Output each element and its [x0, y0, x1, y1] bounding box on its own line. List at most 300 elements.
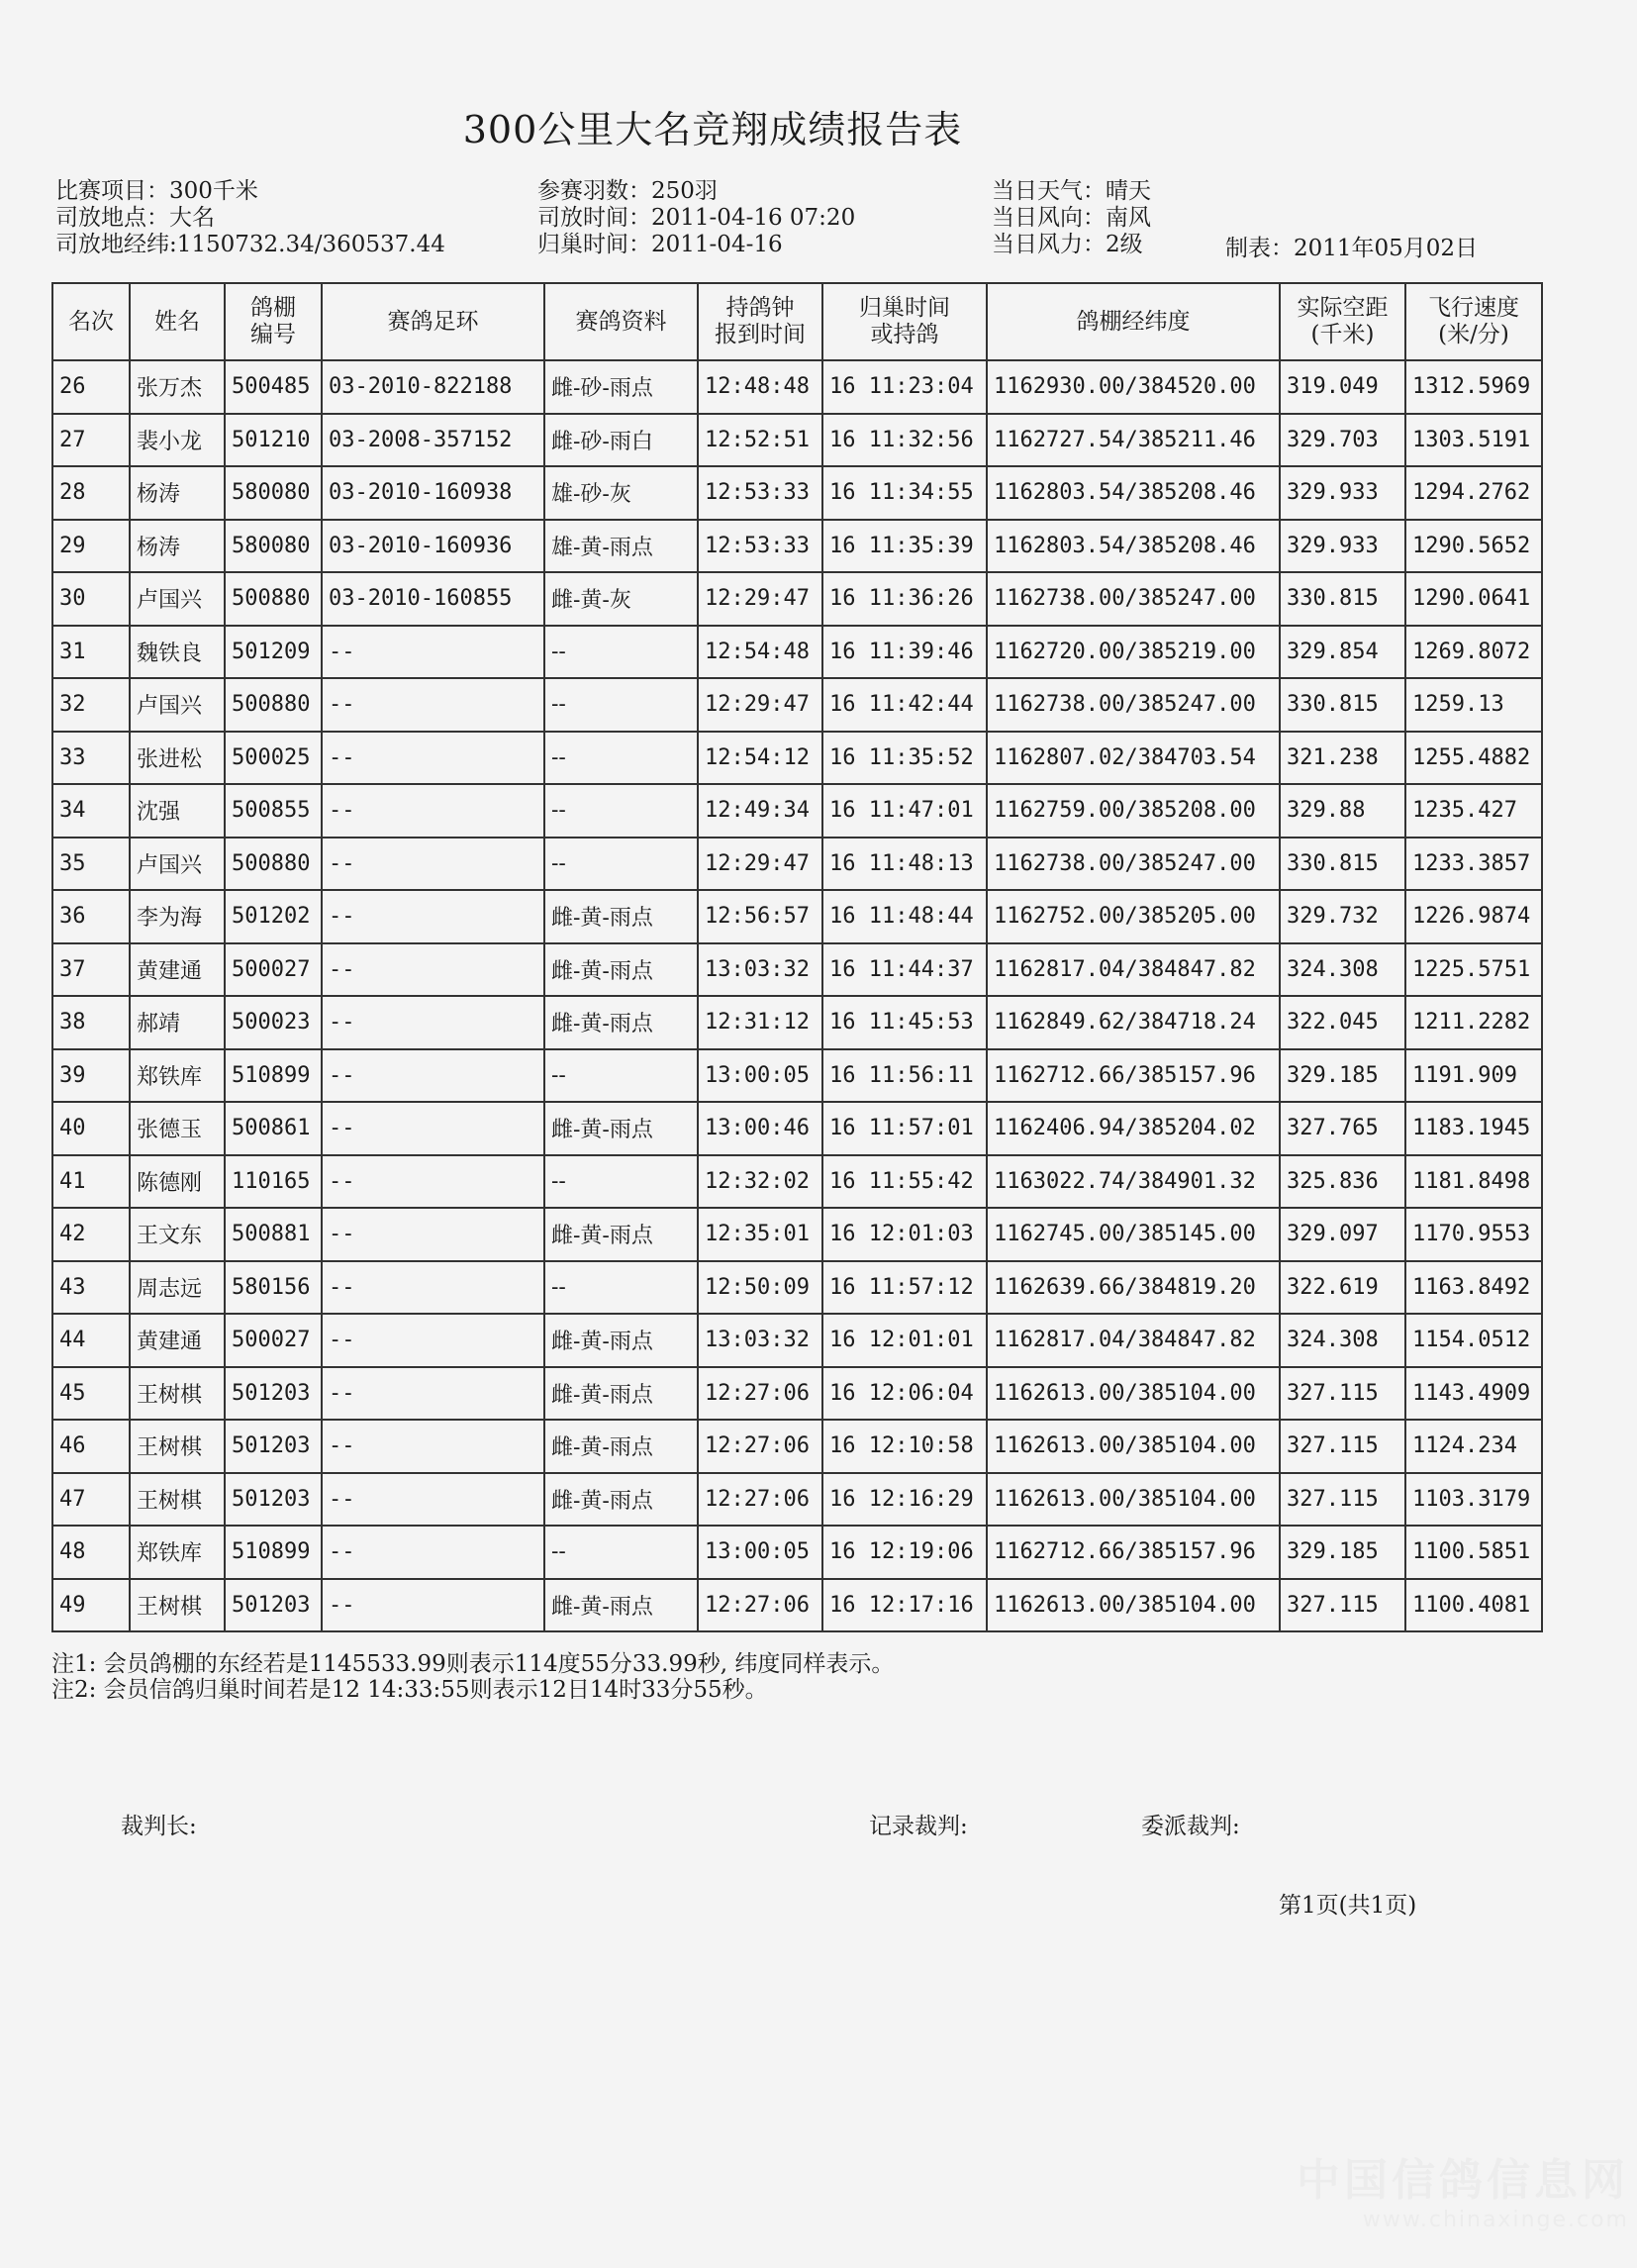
speed-cell: 1191.909 [1405, 1049, 1542, 1103]
watermark [1297, 2144, 1629, 2232]
info-cell: -- [544, 626, 698, 679]
clock-time-cell: 12:29:47 [698, 838, 822, 891]
info-cell: -- [544, 678, 698, 732]
rank-cell: 46 [52, 1420, 130, 1473]
info-cell: 雄-黄-雨点 [544, 520, 698, 573]
coords-cell: 1162745.00/385145.00 [987, 1208, 1280, 1261]
rank-cell: 38 [52, 996, 130, 1049]
name-cell: 王文东 [130, 1208, 225, 1261]
ring-cell: -- [322, 1579, 544, 1632]
loft-cell: 500861 [225, 1102, 322, 1155]
loft-cell: 510899 [225, 1049, 322, 1103]
table-row [52, 360, 1542, 414]
info-cell: -- [544, 1049, 698, 1103]
return-time-cell: 16 11:45:53 [822, 996, 987, 1049]
info-cell: 雌-砂-雨点 [544, 360, 698, 414]
column-header [822, 283, 987, 360]
loft-cell: 500027 [225, 1314, 322, 1367]
table-header-row [52, 283, 1542, 360]
speed-cell: 1100.4081 [1405, 1579, 1542, 1632]
ring-cell: -- [322, 1526, 544, 1579]
speed-cell: 1181.8498 [1405, 1155, 1542, 1209]
distance-cell: 322.619 [1280, 1261, 1405, 1315]
rank-cell: 30 [52, 572, 130, 626]
name-cell: 郑铁库 [130, 1526, 225, 1579]
speed-cell: 1303.5191 [1405, 414, 1542, 467]
ring-cell: -- [322, 1208, 544, 1261]
name-cell: 卢国兴 [130, 678, 225, 732]
column-header [1405, 283, 1542, 360]
info-cell: 雄-砂-灰 [544, 466, 698, 520]
column-header-line: 持鸽钟 [725, 295, 795, 321]
name-cell: 裴小龙 [130, 414, 225, 467]
loft-cell: 501203 [225, 1420, 322, 1473]
info-cell: 雌-黄-灰 [544, 572, 698, 626]
return-time-cell: 16 11:44:37 [822, 943, 987, 997]
table-row [52, 1526, 1542, 1579]
coords-cell: 1162817.04/384847.82 [987, 1314, 1280, 1367]
name-cell: 黄建通 [130, 943, 225, 997]
clock-time-cell: 12:52:51 [698, 414, 822, 467]
clock-time-cell: 13:00:05 [698, 1049, 822, 1103]
name-cell: 王树棋 [130, 1579, 225, 1632]
rank-cell: 43 [52, 1261, 130, 1315]
name-cell: 沈强 [130, 784, 225, 838]
table-row [52, 890, 1542, 943]
return-time-cell: 16 11:35:39 [822, 520, 987, 573]
ring-cell: -- [322, 1367, 544, 1421]
ring-cell: -- [322, 784, 544, 838]
column-header-line: 姓名 [154, 308, 200, 335]
name-cell: 张万杰 [130, 360, 225, 414]
table-row [52, 1473, 1542, 1527]
watermark-site-name: 中国信鸽信息网 [1297, 2155, 1629, 2206]
column-header [52, 283, 130, 360]
clock-time-cell: 13:00:05 [698, 1526, 822, 1579]
loft-cell: 500025 [225, 732, 322, 785]
rank-cell: 48 [52, 1526, 130, 1579]
meta-column-2 [537, 178, 855, 258]
speed-cell: 1103.3179 [1405, 1473, 1542, 1527]
name-cell: 杨涛 [130, 466, 225, 520]
distance-cell: 329.185 [1280, 1526, 1405, 1579]
info-cell: 雌-黄-雨点 [544, 1473, 698, 1527]
meta-column-1 [55, 178, 445, 258]
distance-cell: 325.836 [1280, 1155, 1405, 1209]
ring-cell: -- [322, 732, 544, 785]
table-row [52, 1367, 1542, 1421]
info-cell: -- [544, 732, 698, 785]
name-cell: 魏铁良 [130, 626, 225, 679]
meta-wind-direction: 当日风向：南风 [992, 205, 1151, 231]
speed-cell: 1312.5969 [1405, 360, 1542, 414]
clock-time-cell: 12:56:57 [698, 890, 822, 943]
column-header-line: (米/分) [1438, 322, 1509, 347]
coords-cell: 1162759.00/385208.00 [987, 784, 1280, 838]
name-cell: 王树棋 [130, 1420, 225, 1473]
rank-cell: 33 [52, 732, 130, 785]
distance-cell: 322.045 [1280, 996, 1405, 1049]
info-cell: 雌-黄-雨点 [544, 1420, 698, 1473]
ring-cell: -- [322, 1473, 544, 1527]
meta-column-3 [992, 178, 1151, 258]
recording-judge-signature: 记录裁判: [869, 1814, 968, 1839]
speed-cell: 1269.8072 [1405, 626, 1542, 679]
distance-cell: 327.115 [1280, 1473, 1405, 1527]
ring-cell: -- [322, 1261, 544, 1315]
note-1: 注1: 会员鸽棚的东经若是1145533.99则表示114度55分33.99秒, 纬度同样表示。 [51, 1651, 895, 1677]
meta-release-coords: 司放地经纬:1150732.34/360537.44 [55, 232, 445, 257]
distance-cell: 319.049 [1280, 360, 1405, 414]
ring-cell: -- [322, 678, 544, 732]
coords-cell: 1162930.00/384520.00 [987, 360, 1280, 414]
table-row [52, 1261, 1542, 1315]
ring-cell: -- [322, 890, 544, 943]
return-time-cell: 16 11:36:26 [822, 572, 987, 626]
return-time-cell: 16 11:57:12 [822, 1261, 987, 1315]
speed-cell: 1235.427 [1405, 784, 1542, 838]
loft-cell: 501202 [225, 890, 322, 943]
coords-cell: 1163022.74/384901.32 [987, 1155, 1280, 1209]
coords-cell: 1162613.00/385104.00 [987, 1367, 1280, 1421]
loft-cell: 500027 [225, 943, 322, 997]
clock-time-cell: 12:31:12 [698, 996, 822, 1049]
loft-cell: 501203 [225, 1367, 322, 1421]
name-cell: 卢国兴 [130, 572, 225, 626]
coords-cell: 1162720.00/385219.00 [987, 626, 1280, 679]
loft-cell: 500880 [225, 838, 322, 891]
rank-cell: 28 [52, 466, 130, 520]
distance-cell: 327.115 [1280, 1579, 1405, 1632]
name-cell: 卢国兴 [130, 838, 225, 891]
rank-cell: 49 [52, 1579, 130, 1632]
ring-cell: 03-2010-822188 [322, 360, 544, 414]
speed-cell: 1290.5652 [1405, 520, 1542, 573]
loft-cell: 500855 [225, 784, 322, 838]
table-row [52, 1049, 1542, 1103]
rank-cell: 27 [52, 414, 130, 467]
info-cell: 雌-黄-雨点 [544, 1314, 698, 1367]
table-row [52, 1208, 1542, 1261]
column-header-line: 报到时间 [715, 322, 806, 347]
coords-cell: 1162738.00/385247.00 [987, 678, 1280, 732]
rank-cell: 29 [52, 520, 130, 573]
ring-cell: -- [322, 1314, 544, 1367]
meta-release-site: 司放地点：大名 [55, 205, 215, 231]
table-row [52, 732, 1542, 785]
table-body [52, 360, 1542, 1631]
loft-cell: 501209 [225, 626, 322, 679]
info-cell: 雌-黄-雨点 [544, 996, 698, 1049]
name-cell: 周志远 [130, 1261, 225, 1315]
return-time-cell: 16 12:17:16 [822, 1579, 987, 1632]
ring-cell: 03-2008-357152 [322, 414, 544, 467]
clock-time-cell: 12:27:06 [698, 1367, 822, 1421]
coords-cell: 1162613.00/385104.00 [987, 1420, 1280, 1473]
distance-cell: 329.185 [1280, 1049, 1405, 1103]
return-time-cell: 16 11:42:44 [822, 678, 987, 732]
meta-return-date: 归巢时间：2011-04-16 [537, 232, 783, 257]
info-cell: -- [544, 1155, 698, 1209]
rank-cell: 31 [52, 626, 130, 679]
return-time-cell: 16 11:55:42 [822, 1155, 987, 1209]
rank-cell: 47 [52, 1473, 130, 1527]
return-time-cell: 16 11:34:55 [822, 466, 987, 520]
speed-cell: 1226.9874 [1405, 890, 1542, 943]
return-time-cell: 16 11:32:56 [822, 414, 987, 467]
rank-cell: 34 [52, 784, 130, 838]
distance-cell: 321.238 [1280, 732, 1405, 785]
return-time-cell: 16 12:19:06 [822, 1526, 987, 1579]
return-time-cell: 16 12:01:03 [822, 1208, 987, 1261]
chief-judge-signature: 裁判长: [121, 1814, 197, 1839]
return-time-cell: 16 11:48:44 [822, 890, 987, 943]
table-row [52, 626, 1542, 679]
column-header [130, 283, 225, 360]
loft-cell: 500880 [225, 572, 322, 626]
report-title: 300公里大名竞翔成绩报告表 [462, 108, 963, 151]
rank-cell: 42 [52, 1208, 130, 1261]
coords-cell: 1162817.04/384847.82 [987, 943, 1280, 997]
coords-cell: 1162613.00/385104.00 [987, 1473, 1280, 1527]
table-row [52, 943, 1542, 997]
info-cell: 雌-黄-雨点 [544, 943, 698, 997]
return-time-cell: 16 11:35:52 [822, 732, 987, 785]
distance-cell: 327.765 [1280, 1102, 1405, 1155]
loft-cell: 500881 [225, 1208, 322, 1261]
table-row [52, 1155, 1542, 1209]
loft-cell: 500023 [225, 996, 322, 1049]
rank-cell: 40 [52, 1102, 130, 1155]
coords-cell: 1162803.54/385208.46 [987, 520, 1280, 573]
column-header-line: 鸽棚 [250, 295, 296, 321]
note-2: 注2: 会员信鸽归巢时间若是12 14:33:55则表示12日14时33分55秒。 [51, 1677, 768, 1703]
speed-cell: 1294.2762 [1405, 466, 1542, 520]
clock-time-cell: 12:48:48 [698, 360, 822, 414]
info-cell: 雌-黄-雨点 [544, 1367, 698, 1421]
speed-cell: 1233.3857 [1405, 838, 1542, 891]
column-header-line: 实际空距 [1297, 295, 1389, 321]
loft-cell: 501210 [225, 414, 322, 467]
loft-cell: 501203 [225, 1579, 322, 1632]
name-cell: 李为海 [130, 890, 225, 943]
clock-time-cell: 12:29:47 [698, 572, 822, 626]
meta-weather: 当日天气：晴天 [992, 178, 1151, 204]
loft-cell: 580156 [225, 1261, 322, 1315]
rank-cell: 26 [52, 360, 130, 414]
rank-cell: 32 [52, 678, 130, 732]
name-cell: 张德玉 [130, 1102, 225, 1155]
distance-cell: 327.115 [1280, 1367, 1405, 1421]
speed-cell: 1225.5751 [1405, 943, 1542, 997]
column-header [1280, 283, 1405, 360]
return-time-cell: 16 12:06:04 [822, 1367, 987, 1421]
column-header-line: 编号 [250, 322, 296, 347]
return-time-cell: 16 11:23:04 [822, 360, 987, 414]
name-cell: 张进松 [130, 732, 225, 785]
table-row [52, 784, 1542, 838]
rank-cell: 39 [52, 1049, 130, 1103]
clock-time-cell: 13:03:32 [698, 943, 822, 997]
speed-cell: 1255.4882 [1405, 732, 1542, 785]
coords-cell: 1162807.02/384703.54 [987, 732, 1280, 785]
name-cell: 王树棋 [130, 1367, 225, 1421]
return-time-cell: 16 11:48:13 [822, 838, 987, 891]
ring-cell: -- [322, 838, 544, 891]
loft-cell: 110165 [225, 1155, 322, 1209]
rank-cell: 36 [52, 890, 130, 943]
name-cell: 郑铁库 [130, 1049, 225, 1103]
info-cell: 雌-黄-雨点 [544, 1208, 698, 1261]
column-header-line: 飞行速度 [1428, 295, 1519, 321]
table-row [52, 572, 1542, 626]
return-time-cell: 16 12:01:01 [822, 1314, 987, 1367]
speed-cell: 1124.234 [1405, 1420, 1542, 1473]
clock-time-cell: 12:54:48 [698, 626, 822, 679]
column-header-line: 赛鸽资料 [575, 308, 667, 335]
watermark-url: www.chinaxinge.com [1362, 2208, 1629, 2232]
rank-cell: 35 [52, 838, 130, 891]
column-header [225, 283, 322, 360]
notes [51, 1651, 894, 1703]
coords-cell: 1162803.54/385208.46 [987, 466, 1280, 520]
name-cell: 杨涛 [130, 520, 225, 573]
ring-cell: -- [322, 996, 544, 1049]
meta-event: 比赛项目：300千米 [55, 178, 258, 204]
coords-cell: 1162752.00/385205.00 [987, 890, 1280, 943]
table-row [52, 414, 1542, 467]
coords-cell: 1162738.00/385247.00 [987, 838, 1280, 891]
speed-cell: 1211.2282 [1405, 996, 1542, 1049]
clock-time-cell: 12:35:01 [698, 1208, 822, 1261]
speed-cell: 1163.8492 [1405, 1261, 1542, 1315]
table-row [52, 678, 1542, 732]
info-cell: 雌-黄-雨点 [544, 1102, 698, 1155]
info-cell: 雌-黄-雨点 [544, 1579, 698, 1632]
speed-cell: 1143.4909 [1405, 1367, 1542, 1421]
speed-cell: 1100.5851 [1405, 1526, 1542, 1579]
distance-cell: 329.88 [1280, 784, 1405, 838]
speed-cell: 1290.0641 [1405, 572, 1542, 626]
table-row [52, 1314, 1542, 1367]
column-header [544, 283, 698, 360]
distance-cell: 329.097 [1280, 1208, 1405, 1261]
loft-cell: 510899 [225, 1526, 322, 1579]
table-row [52, 996, 1542, 1049]
clock-time-cell: 12:27:06 [698, 1579, 822, 1632]
coords-cell: 1162712.66/385157.96 [987, 1049, 1280, 1103]
rank-cell: 37 [52, 943, 130, 997]
table-row [52, 520, 1542, 573]
ring-cell: 03-2010-160938 [322, 466, 544, 520]
rank-cell: 45 [52, 1367, 130, 1421]
column-header-line: 或持鸽 [870, 322, 939, 347]
table-row [52, 466, 1542, 520]
column-header [698, 283, 822, 360]
loft-cell: 500880 [225, 678, 322, 732]
distance-cell: 324.308 [1280, 1314, 1405, 1367]
table-row [52, 1579, 1542, 1632]
return-time-cell: 16 11:39:46 [822, 626, 987, 679]
info-cell: -- [544, 1261, 698, 1315]
distance-cell: 329.854 [1280, 626, 1405, 679]
clock-time-cell: 12:50:09 [698, 1261, 822, 1315]
loft-cell: 580080 [225, 520, 322, 573]
ring-cell: -- [322, 1049, 544, 1103]
delegated-judge-signature: 委派裁判: [1141, 1814, 1240, 1839]
name-cell: 郝靖 [130, 996, 225, 1049]
loft-cell: 580080 [225, 466, 322, 520]
clock-time-cell: 12:53:33 [698, 520, 822, 573]
distance-cell: 330.815 [1280, 572, 1405, 626]
meta-release-time: 司放时间：2011-04-16 07:20 [537, 205, 856, 231]
name-cell: 陈德刚 [130, 1155, 225, 1209]
speed-cell: 1183.1945 [1405, 1102, 1542, 1155]
name-cell: 黄建通 [130, 1314, 225, 1367]
page-number: 第1页(共1页) [1279, 1893, 1417, 1919]
info-cell: -- [544, 1526, 698, 1579]
info-cell: -- [544, 784, 698, 838]
column-header [322, 283, 544, 360]
ring-cell: -- [322, 943, 544, 997]
clock-time-cell: 12:29:47 [698, 678, 822, 732]
distance-cell: 330.815 [1280, 678, 1405, 732]
ring-cell: -- [322, 1102, 544, 1155]
coords-cell: 1162849.62/384718.24 [987, 996, 1280, 1049]
speed-cell: 1259.13 [1405, 678, 1542, 732]
info-cell: 雌-砂-雨白 [544, 414, 698, 467]
clock-time-cell: 12:27:06 [698, 1473, 822, 1527]
return-time-cell: 16 12:16:29 [822, 1473, 987, 1527]
rank-cell: 41 [52, 1155, 130, 1209]
return-time-cell: 16 11:56:11 [822, 1049, 987, 1103]
ring-cell: -- [322, 626, 544, 679]
table-row [52, 1102, 1542, 1155]
ring-cell: -- [322, 1420, 544, 1473]
clock-time-cell: 12:27:06 [698, 1420, 822, 1473]
coords-cell: 1162639.66/384819.20 [987, 1261, 1280, 1315]
distance-cell: 329.732 [1280, 890, 1405, 943]
coords-cell: 1162406.94/385204.02 [987, 1102, 1280, 1155]
coords-cell: 1162712.66/385157.96 [987, 1526, 1280, 1579]
column-header [987, 283, 1280, 360]
clock-time-cell: 12:32:02 [698, 1155, 822, 1209]
distance-cell: 330.815 [1280, 838, 1405, 891]
speed-cell: 1154.0512 [1405, 1314, 1542, 1367]
info-cell: 雌-黄-雨点 [544, 890, 698, 943]
distance-cell: 329.933 [1280, 466, 1405, 520]
loft-cell: 501203 [225, 1473, 322, 1527]
column-header-line: (千米) [1310, 322, 1375, 347]
column-header-line: 赛鸽足环 [387, 308, 479, 335]
distance-cell: 329.703 [1280, 414, 1405, 467]
results-table [51, 282, 1543, 1632]
coords-cell: 1162727.54/385211.46 [987, 414, 1280, 467]
column-header-line: 鸽棚经纬度 [1076, 308, 1191, 335]
loft-cell: 500485 [225, 360, 322, 414]
meta-entries: 参赛羽数：250羽 [537, 178, 718, 204]
coords-cell: 1162613.00/385104.00 [987, 1579, 1280, 1632]
ring-cell: -- [322, 1155, 544, 1209]
clock-time-cell: 12:53:33 [698, 466, 822, 520]
distance-cell: 327.115 [1280, 1420, 1405, 1473]
distance-cell: 324.308 [1280, 943, 1405, 997]
distance-cell: 329.933 [1280, 520, 1405, 573]
return-time-cell: 16 11:57:01 [822, 1102, 987, 1155]
coords-cell: 1162738.00/385247.00 [987, 572, 1280, 626]
ring-cell: 03-2010-160936 [322, 520, 544, 573]
table-row [52, 838, 1542, 891]
